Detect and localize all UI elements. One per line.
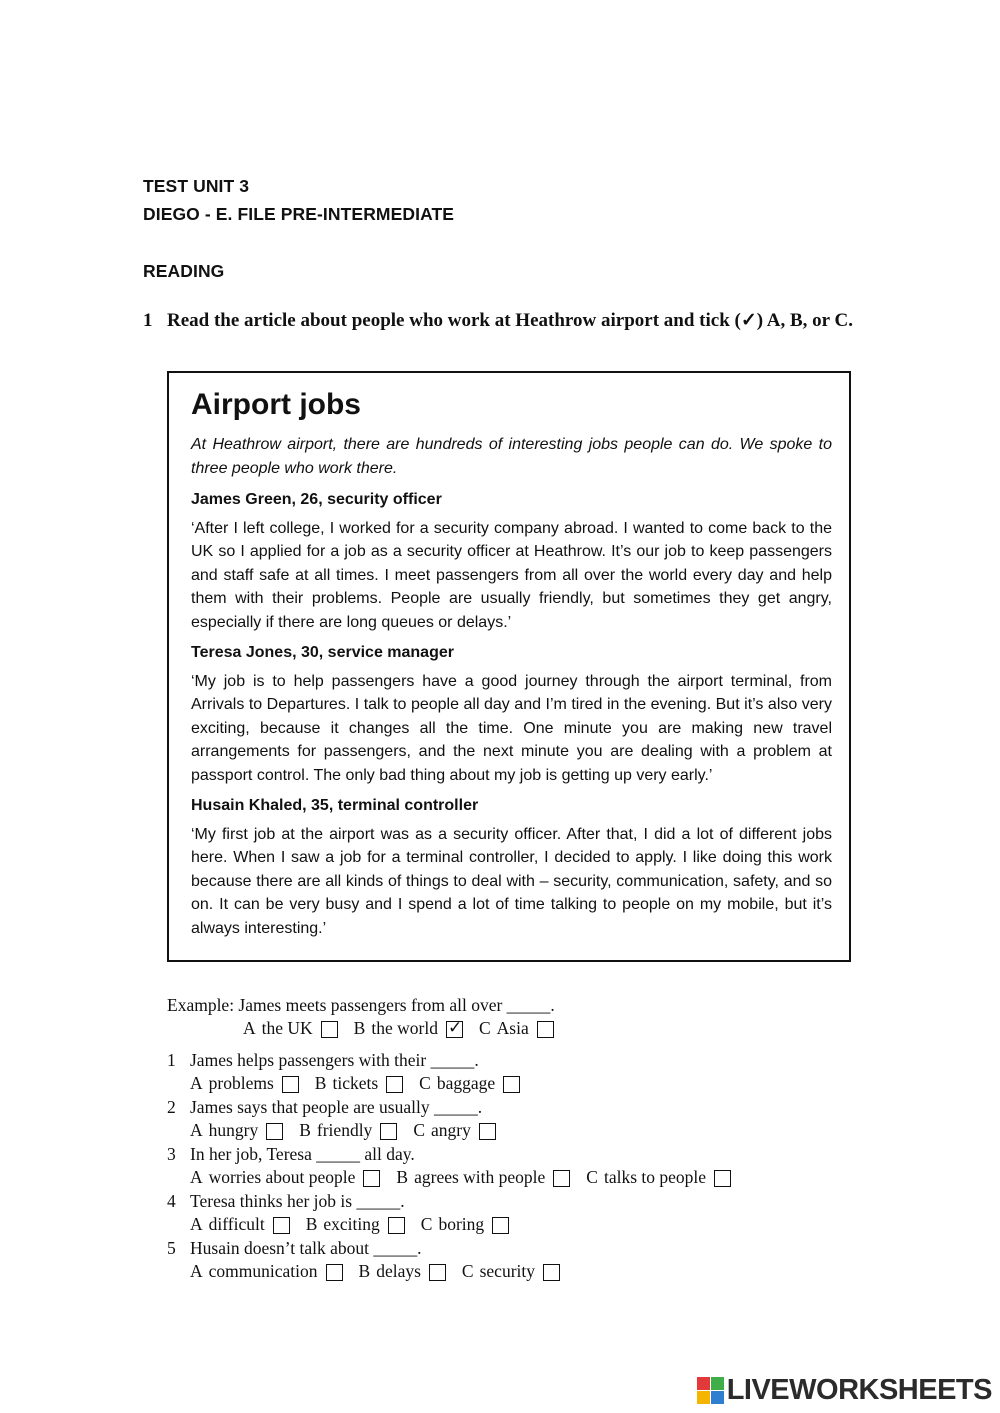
logo-square-green bbox=[711, 1377, 724, 1390]
article-intro: At Heathrow airport, there are hundreds of interesting jobs people can do. We spoke to three people who work there. bbox=[191, 436, 832, 477]
test-subtitle: DIEGO - E. FILE PRE-INTERMEDIATE bbox=[143, 204, 455, 224]
checkbox-checked[interactable] bbox=[446, 1021, 463, 1038]
question-stem: James says that people are usually _____. bbox=[190, 1097, 483, 1117]
liveworksheets-logo[interactable] bbox=[697, 1374, 992, 1407]
checkbox[interactable] bbox=[282, 1076, 299, 1093]
option-c[interactable]: C security bbox=[462, 1260, 560, 1284]
checkbox[interactable] bbox=[429, 1264, 446, 1281]
question-options bbox=[190, 1072, 536, 1096]
option-b[interactable]: B delays bbox=[359, 1260, 446, 1284]
checkbox[interactable] bbox=[326, 1264, 343, 1281]
question-options bbox=[190, 1260, 576, 1284]
person-quote: ‘After I left college, I worked for a security company abroad. I wanted to come back to the UK so I applied for a job as a security officer at Heathrow. It’s our job to keep passengers and staff safe at all times. I meet passengers from all over the world every day and help them with their problems. People are usually friendly, but sometimes they get angry, especially if there are long queues or delays.’ bbox=[191, 520, 832, 631]
option-a[interactable]: A communication bbox=[190, 1260, 343, 1284]
option-c[interactable]: C angry bbox=[413, 1119, 496, 1143]
instruction-number: 1 bbox=[143, 310, 153, 331]
question-stem: James helps passengers with their _____. bbox=[190, 1050, 479, 1070]
person-quote: ‘My first job at the airport was as a security officer. After that, I did a lot of different jobs here. When I saw a job for a terminal controller, I decided to apply. I like doing this work because there are all kinds of things to deal with – security, communication, safety, and so on. It can be very busy and I spend a lot of time talking to people on my mobile, but it’s always interesting.’ bbox=[191, 826, 832, 937]
option-c[interactable]: C boring bbox=[421, 1213, 509, 1237]
option-b[interactable]: B friendly bbox=[299, 1119, 397, 1143]
checkbox[interactable] bbox=[273, 1217, 290, 1234]
option-a[interactable]: A worries about people bbox=[190, 1166, 380, 1190]
person-quote: ‘My job is to help passengers have a good journey through the airport terminal, from Arrivals to Departures. I talk to people all day and I’m tired in the evening. But it’s also very exciting, because it changes all the time. One minute you are making new travel arrangements for passengers, and the next minute you are dealing with a problem at passport control. The only bad thing about my job is getting up very early.’ bbox=[191, 673, 832, 784]
logo-icon bbox=[697, 1377, 724, 1404]
logo-square-yellow bbox=[697, 1391, 710, 1404]
person-name: Teresa Jones, 30, service manager bbox=[191, 644, 454, 662]
logo-square-blue bbox=[711, 1391, 724, 1404]
question-number: 2 bbox=[167, 1097, 176, 1117]
question-options bbox=[190, 1166, 747, 1190]
question-number: 4 bbox=[167, 1191, 176, 1211]
question-number: 3 bbox=[167, 1144, 176, 1164]
section-heading: READING bbox=[143, 261, 225, 281]
checkbox[interactable] bbox=[503, 1076, 520, 1093]
question-number: 5 bbox=[167, 1238, 176, 1258]
option-b[interactable]: B tickets bbox=[315, 1072, 403, 1096]
option-c[interactable]: C talks to people bbox=[586, 1166, 731, 1190]
checkbox[interactable] bbox=[363, 1170, 380, 1187]
logo-square-red bbox=[697, 1377, 710, 1390]
checkbox[interactable] bbox=[388, 1217, 405, 1234]
article-title: Airport jobs bbox=[191, 388, 361, 421]
question-number: 1 bbox=[167, 1050, 176, 1070]
option-a[interactable]: A hungry bbox=[190, 1119, 283, 1143]
checkbox[interactable] bbox=[380, 1123, 397, 1140]
person-name: Husain Khaled, 35, terminal controller bbox=[191, 797, 479, 815]
logo-text: LIVEWORKSHEETS bbox=[726, 1374, 992, 1406]
question-options bbox=[190, 1119, 512, 1143]
example-option-a[interactable]: A the UK bbox=[243, 1017, 338, 1041]
example-stem: Example: James meets passengers from all over _____. bbox=[167, 995, 555, 1015]
option-a[interactable]: A difficult bbox=[190, 1213, 290, 1237]
checkbox[interactable] bbox=[553, 1170, 570, 1187]
checkbox[interactable] bbox=[492, 1217, 509, 1234]
example-options bbox=[243, 1017, 570, 1041]
option-c[interactable]: C baggage bbox=[419, 1072, 520, 1096]
question-stem: Husain doesn’t talk about _____. bbox=[190, 1238, 422, 1258]
option-b[interactable]: B exciting bbox=[306, 1213, 405, 1237]
checkbox[interactable] bbox=[714, 1170, 731, 1187]
option-a[interactable]: A problems bbox=[190, 1072, 299, 1096]
option-b[interactable]: B agrees with people bbox=[396, 1166, 570, 1190]
checkbox[interactable] bbox=[321, 1021, 338, 1038]
checkbox[interactable] bbox=[479, 1123, 496, 1140]
example-option-b[interactable]: B the world ✓ bbox=[354, 1017, 463, 1041]
question-stem: In her job, Teresa _____ all day. bbox=[190, 1144, 415, 1164]
test-title: TEST UNIT 3 bbox=[143, 176, 250, 196]
checkbox[interactable] bbox=[537, 1021, 554, 1038]
person-name: James Green, 26, security officer bbox=[191, 491, 442, 508]
question-options bbox=[190, 1213, 525, 1237]
question-stem: Teresa thinks her job is _____. bbox=[190, 1191, 405, 1211]
example-option-c[interactable]: C Asia bbox=[479, 1017, 554, 1041]
checkbox[interactable] bbox=[266, 1123, 283, 1140]
instruction-text: Read the article about people who work at Heathrow airport and tick (✓) A, B, or C. bbox=[167, 310, 853, 331]
checkbox[interactable] bbox=[543, 1264, 560, 1281]
article-box bbox=[167, 371, 851, 962]
checkbox[interactable] bbox=[386, 1076, 403, 1093]
